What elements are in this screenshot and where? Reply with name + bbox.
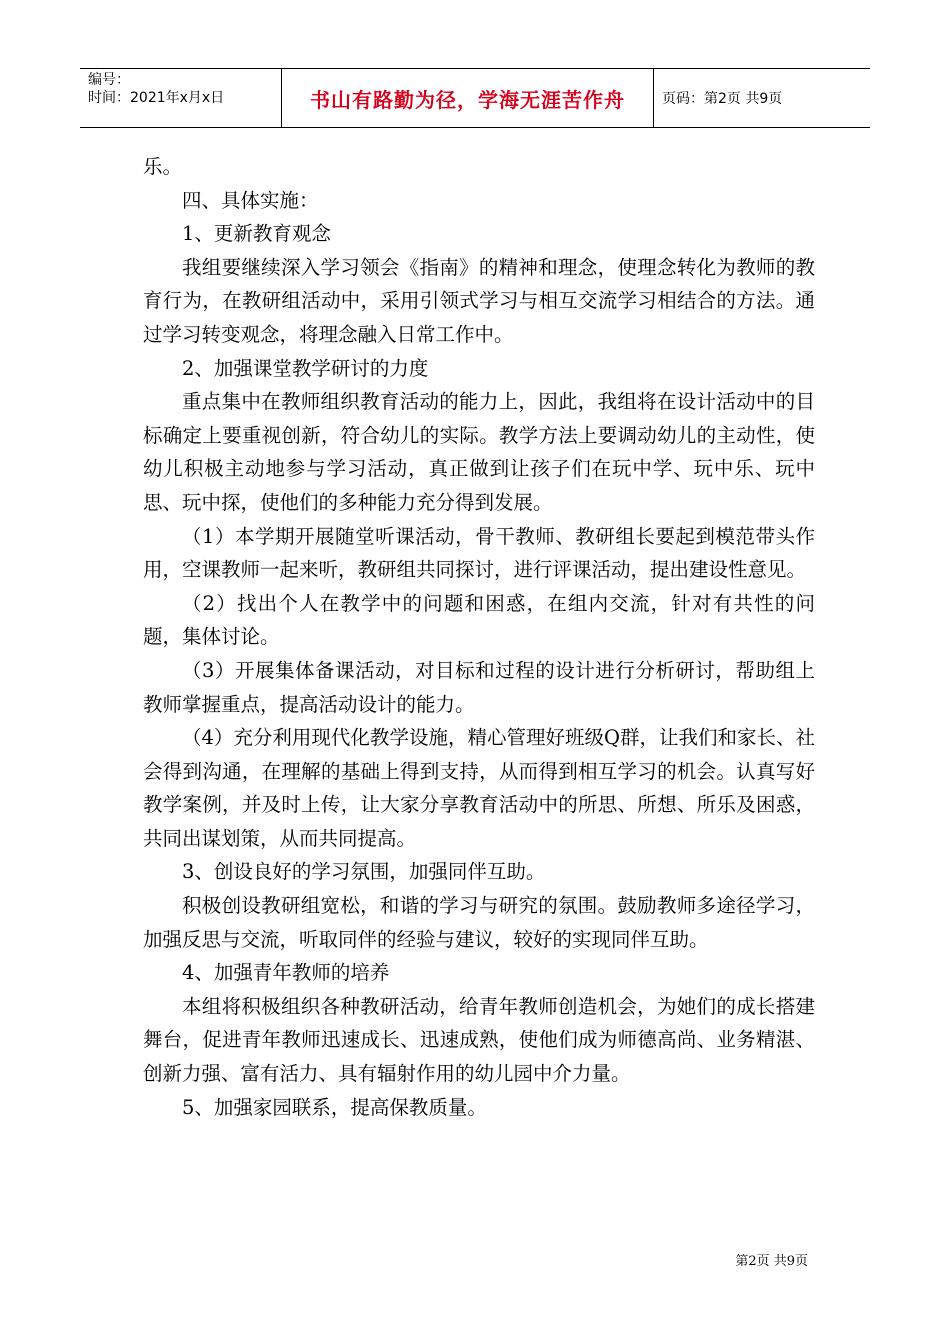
body-paragraph: 1、更新教育观念: [182, 222, 331, 246]
body-paragraph: 2、加强课堂教学研讨的力度: [182, 356, 429, 380]
document-body: [143, 150, 815, 1124]
body-paragraph: 5、加强家园联系，提高保教质量。: [182, 1095, 487, 1119]
header-motto: 书山有路勤为径，学海无涯苦作舟: [282, 69, 654, 127]
body-paragraph: 乐。: [143, 155, 183, 178]
body-paragraph: 本组将积极组织各种教研活动，给青年教师创造机会，为她们的成长搭建舞台，促进青年教师迅速成长、迅速成熟，使他们成为师德高尚、业务精湛、创新力强、富有活力、具有辐射作用的幼儿园中介力量。: [143, 994, 815, 1086]
body-paragraph: 重点集中在教师组织教育活动的能力上，因此，我组将在设计活动中的目标确定上要重视创新，符合幼儿的实际。教学方法上要调动幼儿的主动性，使幼儿积极主动地参与学习活动，真正做到让孩子们在玩中学、玩中乐、玩中思、玩中探，使他们的多种能力充分得到发展。: [143, 390, 815, 514]
body-paragraph: 3、创设良好的学习氛围，加强同伴互助。: [182, 860, 546, 884]
page-header: [80, 68, 870, 128]
body-paragraph: （3）开展集体备课活动，对目标和过程的设计进行分析研讨，帮助组上教师掌握重点，提高活动设计的能力。: [143, 658, 815, 716]
body-paragraph: （4）充分利用现代化教学设施，精心管理好班级Q群，让我们和家长、社会得到沟通，在理解的基础上得到支持，从而得到相互学习的机会。认真写好教学案例，并及时上传，让大家分享教育活动中的所思、所想、所乐及困惑，共同出谋划策，从而共同提高。: [143, 726, 815, 850]
body-paragraph: （2）找出个人在教学中的问题和困惑，在组内交流，针对有共性的问题，集体讨论。: [143, 591, 815, 649]
header-meta: [80, 69, 282, 127]
document-time-label: 时间：2021年x月x日: [88, 90, 225, 106]
body-paragraph: 我组要继续深入学习领会《指南》的精神和理念，使理念转化为教师的教育行为，在教研组活动中，采用引领式学习与相互交流学习相结合的方法。通过学习转变观念，将理念融入日常工作中。: [143, 255, 815, 346]
body-paragraph: 四、具体实施：: [182, 188, 319, 212]
body-paragraph: 4、加强青年教师的培养: [182, 961, 390, 985]
document-number-label: 编号：: [88, 72, 130, 88]
page-footer: 第2页 共9页: [735, 1254, 808, 1269]
header-page-info: 页码：第2页 共9页: [662, 91, 783, 107]
body-paragraph: （1）本学期开展随堂听课活动，骨干教师、教研组长要起到模范带头作用，空课教师一起来听，教研组共同探讨，进行评课活动，提出建设性意见。: [143, 524, 815, 582]
body-paragraph: 积极创设教研组宽松，和谐的学习与研究的氛围。鼓励教师多途径学习，加强反思与交流，听取同伴的经验与建议，较好的实现同伴互助。: [143, 894, 815, 951]
